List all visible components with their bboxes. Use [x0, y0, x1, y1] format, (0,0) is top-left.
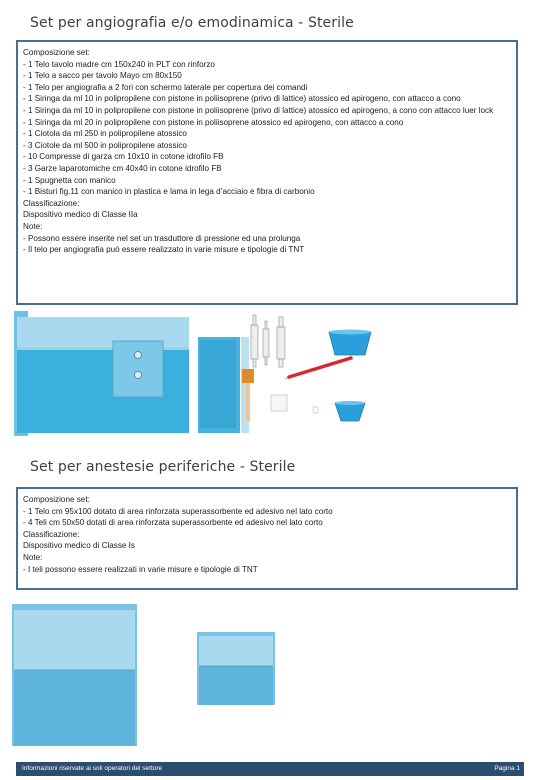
- description-line: Note:: [23, 552, 43, 562]
- footer-disclaimer: Informazioni riservate ai soli operatori del settore: [22, 765, 163, 772]
- description-line: - 1 Telo tavolo madre cm 150x240 in PLT con rinforzo: [23, 59, 215, 69]
- section2-title: Set per anestesie periferiche - Sterile: [30, 459, 296, 475]
- description-line: - Possono essere inserite nel set un trasduttore di pressione ed una prolunga: [23, 233, 301, 243]
- description-line: - 1 Telo a sacco per tavolo Mayo cm 80x150: [23, 71, 182, 81]
- gauze-image: [271, 395, 287, 411]
- description-line: - 1 Siringa da ml 10 in polipropilene con pistone in poliisoprene (privo di lattice) atossico ed apirogeno, a cono con attacco luer lock: [23, 105, 494, 115]
- page-number: Pagina 1: [494, 765, 520, 772]
- small-cap-image: [313, 407, 318, 413]
- description-line: Composizione set:: [23, 48, 90, 57]
- small-drape-image: [197, 632, 275, 705]
- description-line: Composizione set:: [23, 495, 90, 504]
- description-line: Dispositivo medico di Classe Is: [23, 541, 135, 551]
- description-line: Classificazione:: [23, 198, 80, 208]
- description-line: - 10 Compresse di garza cm 10x10 in cotone idrofilo FB: [23, 152, 224, 162]
- scalpel-image: [285, 358, 351, 379]
- description-line: Dispositivo medico di Classe IIa: [23, 210, 138, 220]
- description-line: - 1 Siringa da ml 10 in polipropilene con pistone in poliisoprene (privo di lattice) atossico ed apirogeno, con attacco a cono: [23, 94, 461, 104]
- description-line: - 1 Ciotola da ml 250 in polipropilene atossico: [23, 129, 187, 139]
- section2-lines: [23, 494, 512, 575]
- description-line: - 1 Spugnetta con manico: [23, 175, 116, 185]
- description-line: - I teli possono essere realizzati in varie misure e tipologie di TNT: [23, 564, 258, 574]
- description-line: Note:: [23, 221, 43, 231]
- angiography-drape-image: [14, 311, 189, 436]
- description-line: - 1 Telo per angiografia a 2 fori con schermo laterale per copertura dei comandi: [23, 82, 308, 92]
- description-line: - 1 Siringa da ml 20 in polipropilene con pistone in poliisoprene atossico ed apirogeno, con attacco a cono: [23, 117, 404, 127]
- angiography-set-product-image: [13, 311, 393, 436]
- section1-description-box: [16, 40, 518, 305]
- bowls-image: [329, 330, 371, 422]
- section2-description-box: [16, 487, 518, 590]
- description-line: Classificazione:: [23, 529, 80, 539]
- mayo-stand-cover-image: [198, 337, 249, 433]
- peripheral-anesthesia-set-product-image: [10, 602, 280, 752]
- description-line: - 1 Telo cm 95x100 dotato di area rinforzata superassorbente ed adesivo nel lato corto: [23, 506, 333, 516]
- description-line: - 1 Bisturi fig.11 con manico in plastica e lama in lega d’acciaio e fibra di carbonio: [23, 187, 315, 197]
- syringes-image: [251, 315, 285, 367]
- large-drape-image: [12, 604, 137, 746]
- section1-title: Set per angiografia e/o emodinamica - Sterile: [30, 15, 354, 31]
- description-line: - 3 Garze laparotomiche cm 40x40 in cotone idrofilo FB: [23, 163, 222, 173]
- description-line: - 4 Teli cm 50x50 dotati di area rinforzata superassorbente ed adesivo nel lato corto: [23, 518, 323, 528]
- description-line: - 3 Ciotole da ml 500 in polipropilene atossico: [23, 140, 187, 150]
- section1-lines: [23, 47, 512, 256]
- description-line: - Il telo per angiografia può essere realizzato in varie misure e tipologie di TNT: [23, 245, 305, 255]
- page-footer: [16, 762, 524, 776]
